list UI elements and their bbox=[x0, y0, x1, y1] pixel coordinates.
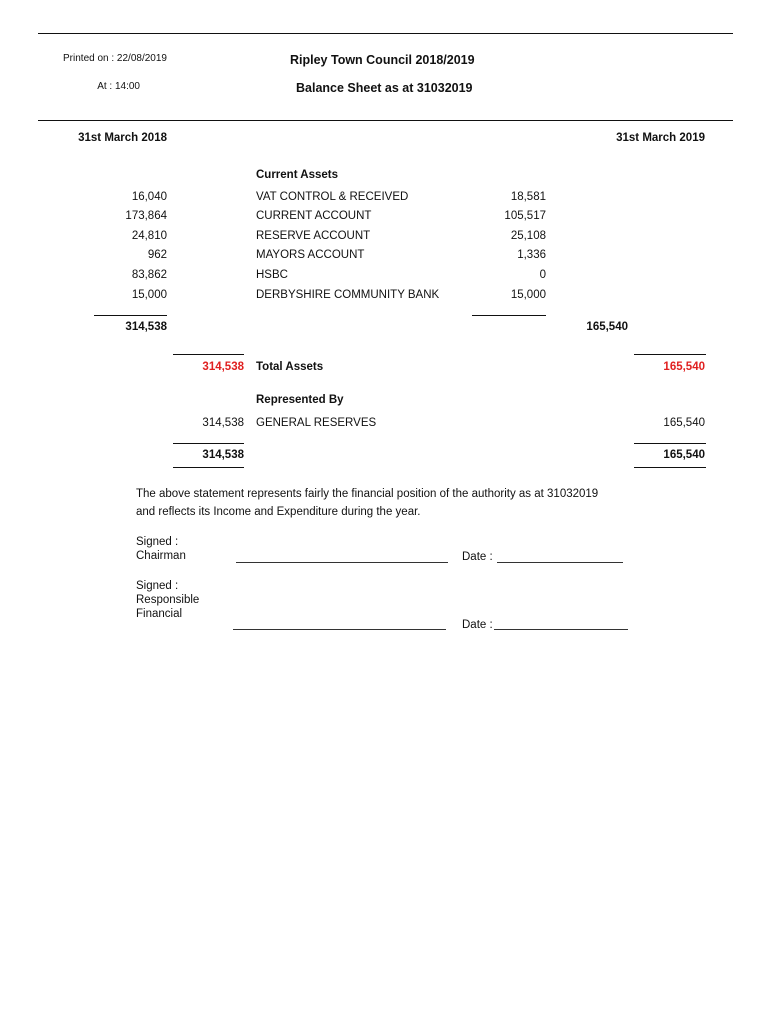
current-value: 15,000 bbox=[510, 289, 546, 301]
reserves-prior-rule-bottom bbox=[173, 467, 244, 468]
rfo-date-line bbox=[494, 629, 628, 630]
reserves-total-prior: 314,538 bbox=[202, 449, 244, 461]
row-label: DERBYSHIRE COMMUNITY BANK bbox=[256, 289, 440, 301]
total-assets-current-rule bbox=[634, 354, 706, 355]
prior-value: 15,000 bbox=[131, 289, 167, 301]
current-value: 25,108 bbox=[510, 230, 546, 242]
chair-date-line bbox=[497, 562, 623, 563]
rfo-role-label-2: Financial bbox=[136, 608, 183, 620]
rfo-role-label-1: Responsible bbox=[136, 594, 200, 606]
prior-year-heading: 31st March 2018 bbox=[78, 132, 167, 144]
current-value: 0 bbox=[539, 269, 546, 281]
general-reserves-prior: 314,538 bbox=[202, 417, 244, 429]
current-assets-heading: Current Assets bbox=[256, 169, 339, 181]
total-assets-prior-rule bbox=[173, 354, 244, 355]
total-assets-current: 165,540 bbox=[663, 361, 705, 373]
chair-signature-line bbox=[236, 562, 448, 563]
document-subtitle: Balance Sheet as at 31032019 bbox=[296, 81, 473, 95]
printed-on: Printed on : 22/08/2019 bbox=[63, 53, 167, 64]
rfo-date-label: Date : bbox=[462, 619, 493, 631]
statement-line-1: The above statement represents fairly the financial position of the authority as at 31032019 bbox=[136, 488, 599, 500]
prior-value: 16,040 bbox=[131, 191, 167, 203]
chair-signed-label: Signed : bbox=[136, 536, 179, 548]
current-value: 18,581 bbox=[510, 191, 546, 203]
row-label: CURRENT ACCOUNT bbox=[256, 210, 372, 222]
prior-value: 962 bbox=[147, 249, 167, 261]
total-assets-label: Total Assets bbox=[256, 361, 324, 373]
reserves-prior-rule-top bbox=[173, 443, 244, 444]
row-label: HSBC bbox=[256, 269, 288, 281]
row-label: MAYORS ACCOUNT bbox=[256, 249, 365, 261]
printed-at: At : 14:00 bbox=[97, 81, 140, 92]
reserves-current-rule-top bbox=[634, 443, 706, 444]
chair-role-label: Chairman bbox=[136, 550, 186, 562]
statement-line-2: and reflects its Income and Expenditure during the year. bbox=[136, 506, 421, 518]
prior-subtotal: 314,538 bbox=[125, 321, 167, 333]
prior-value: 173,864 bbox=[125, 210, 167, 222]
header-top-rule bbox=[38, 33, 733, 34]
prior-subtotal-rule bbox=[94, 315, 167, 316]
rfo-signature-line bbox=[233, 629, 446, 630]
represented-by-heading: Represented By bbox=[256, 394, 344, 406]
general-reserves-label: GENERAL RESERVES bbox=[256, 417, 377, 429]
current-year-heading: 31st March 2019 bbox=[616, 132, 705, 144]
row-label: VAT CONTROL & RECEIVED bbox=[256, 191, 409, 203]
reserves-current-rule-bottom bbox=[634, 467, 706, 468]
current-value: 105,517 bbox=[504, 210, 546, 222]
reserves-total-current: 165,540 bbox=[663, 449, 705, 461]
rfo-signed-label: Signed : bbox=[136, 580, 179, 592]
chair-date-label: Date : bbox=[462, 551, 493, 563]
current-subtotal-rule bbox=[472, 315, 546, 316]
current-subtotal: 165,540 bbox=[586, 321, 628, 333]
current-value: 1,336 bbox=[517, 249, 546, 261]
prior-value: 83,862 bbox=[131, 269, 167, 281]
document-title: Ripley Town Council 2018/2019 bbox=[290, 53, 475, 67]
header-bottom-rule bbox=[38, 120, 733, 121]
general-reserves-current: 165,540 bbox=[663, 417, 705, 429]
prior-value: 24,810 bbox=[131, 230, 167, 242]
row-label: RESERVE ACCOUNT bbox=[256, 230, 371, 242]
total-assets-prior: 314,538 bbox=[202, 361, 244, 373]
